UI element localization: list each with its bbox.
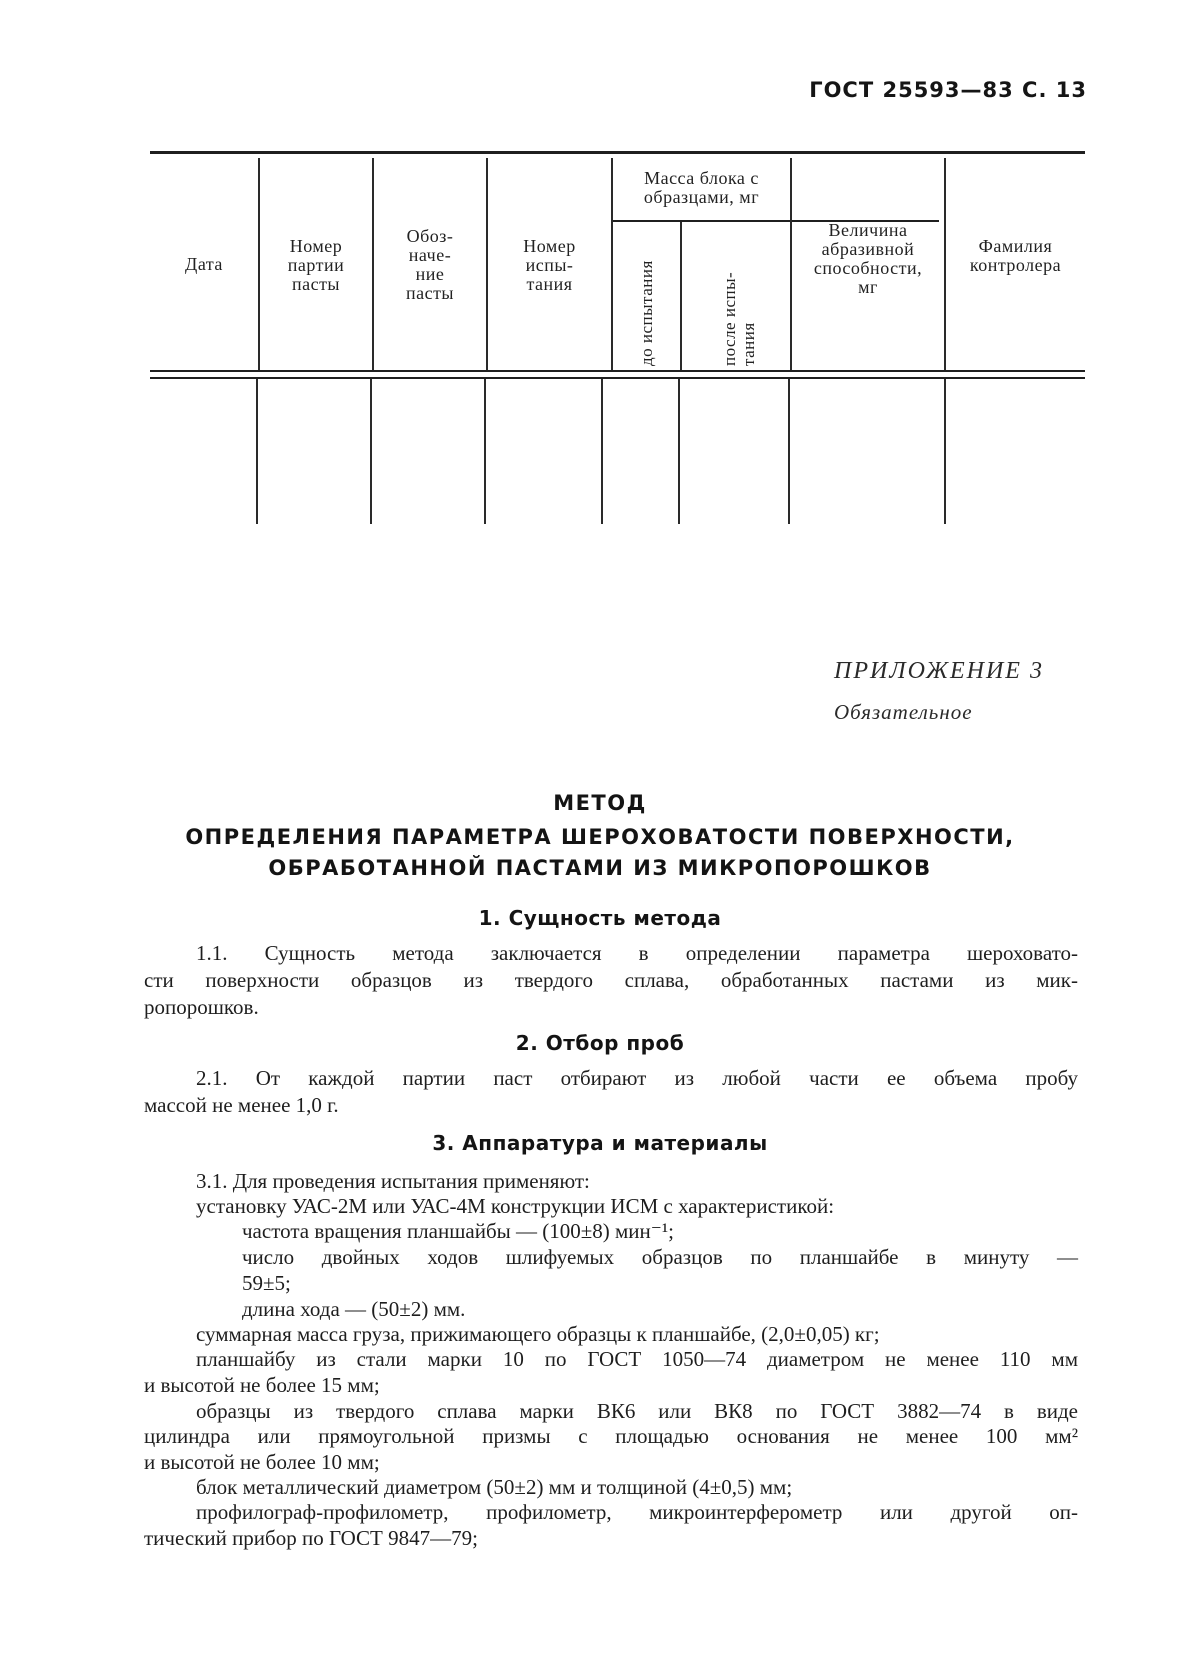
- paragraph-line: цилиндра или прямоугольной призмы с площадью основания не менее 100 мм²: [144, 1424, 1078, 1448]
- doc-title-line-2: ОПРЕДЕЛЕНИЯ ПАРАМЕТРА ШЕРОХОВАТОСТИ ПОВЕРХНОСТИ,: [185, 825, 1015, 849]
- col-header-mass: Масса блока с образцами, мг: [643, 168, 760, 207]
- col-divider: [484, 379, 486, 524]
- paragraph-line: длина хода — (50±2) мм.: [242, 1297, 466, 1321]
- page-header: ГОСТ 25593—83 С. 13: [809, 78, 1087, 102]
- paragraph-line: планшайбу из стали марки 10 по ГОСТ 1050—74 диаметром не менее 110 мм: [196, 1347, 1078, 1371]
- paragraph-line: массой не менее 1,0 г.: [144, 1093, 339, 1117]
- section-heading-2: 2. Отбор проб: [515, 1031, 685, 1055]
- paragraph-line: и высотой не более 15 мм;: [144, 1373, 380, 1397]
- paragraph-line: профилограф-профилометр, профилометр, микроинтерферометр или другой оп-: [196, 1500, 1078, 1524]
- paragraph-line: установку УАС-2М или УАС-4М конструкции ИСМ с характеристикой:: [196, 1194, 835, 1218]
- section-heading-1: 1. Сущность метода: [478, 906, 722, 930]
- col-divider: [678, 379, 680, 524]
- col-header-before-test: до испытания: [637, 260, 656, 366]
- paragraph-line: и высотой не более 10 мм;: [144, 1450, 380, 1474]
- col-header-date: Дата: [185, 254, 223, 274]
- paragraph-line: 59±5;: [242, 1271, 291, 1295]
- paragraph-line: образцы из твердого сплава марки ВК6 или ВК8 по ГОСТ 3882—74 в виде: [196, 1399, 1078, 1423]
- table-header-rule-1: [150, 370, 1085, 372]
- paragraph-line: 2.1. От каждой партии паст отбирают из любой части ее объема пробу: [196, 1066, 1078, 1090]
- appendix-label: ПРИЛОЖЕНИЕ 3: [834, 658, 1044, 684]
- paragraph-line: 1.1. Сущность метода заключается в определении параметра шероховато-: [196, 941, 1078, 965]
- col-divider: [370, 379, 372, 524]
- paragraph-line: число двойных ходов шлифуемых образцов по планшайбе в минуту —: [242, 1245, 1078, 1269]
- col-header-abrasive-capacity: Величина абразивной способности, мг: [813, 220, 923, 297]
- appendix-status: Обязательное: [834, 700, 973, 724]
- col-header-batch-number: Номер партии пасты: [287, 236, 345, 294]
- col-divider: [256, 379, 258, 524]
- col-header-inspector-name: Фамилия контролера: [969, 236, 1062, 275]
- table-top-rule: [150, 151, 1085, 154]
- paragraph-line: суммарная масса груза, прижимающего образцы к планшайбе, (2,0±0,05) кг;: [196, 1322, 880, 1346]
- paragraph-line: ропорошков.: [144, 995, 259, 1019]
- doc-title-line-3: ОБРАБОТАННОЙ ПАСТАМИ ИЗ МИКРОПОРОШКОВ: [268, 856, 932, 880]
- section-heading-3: 3. Аппаратура и материалы: [432, 1131, 768, 1155]
- col-header-designation: Обоз- наче- ние пасты: [405, 226, 455, 303]
- col-divider: [680, 222, 682, 370]
- paragraph-line: частота вращения планшайбы — (100±8) мин⁻¹;: [242, 1219, 674, 1243]
- paragraph-line: тический прибор по ГОСТ 9847—79;: [144, 1526, 478, 1550]
- col-divider: [944, 379, 946, 524]
- col-divider: [601, 379, 603, 524]
- paragraph-line: сти поверхности образцов из твердого сплава, обработанных пастами из мик-: [144, 968, 1078, 992]
- paragraph-line: блок металлический диаметром (50±2) мм и толщиной (4±0,5) мм;: [196, 1475, 793, 1499]
- record-table: [150, 151, 1085, 524]
- doc-title-line-1: МЕТОД: [553, 791, 647, 815]
- paragraph-line: 3.1. Для проведения испытания применяют:: [196, 1169, 590, 1193]
- col-divider: [788, 379, 790, 524]
- col-header-after-test: после испы- тания: [720, 271, 758, 366]
- col-header-test-number: Номер испы- тания: [523, 236, 576, 294]
